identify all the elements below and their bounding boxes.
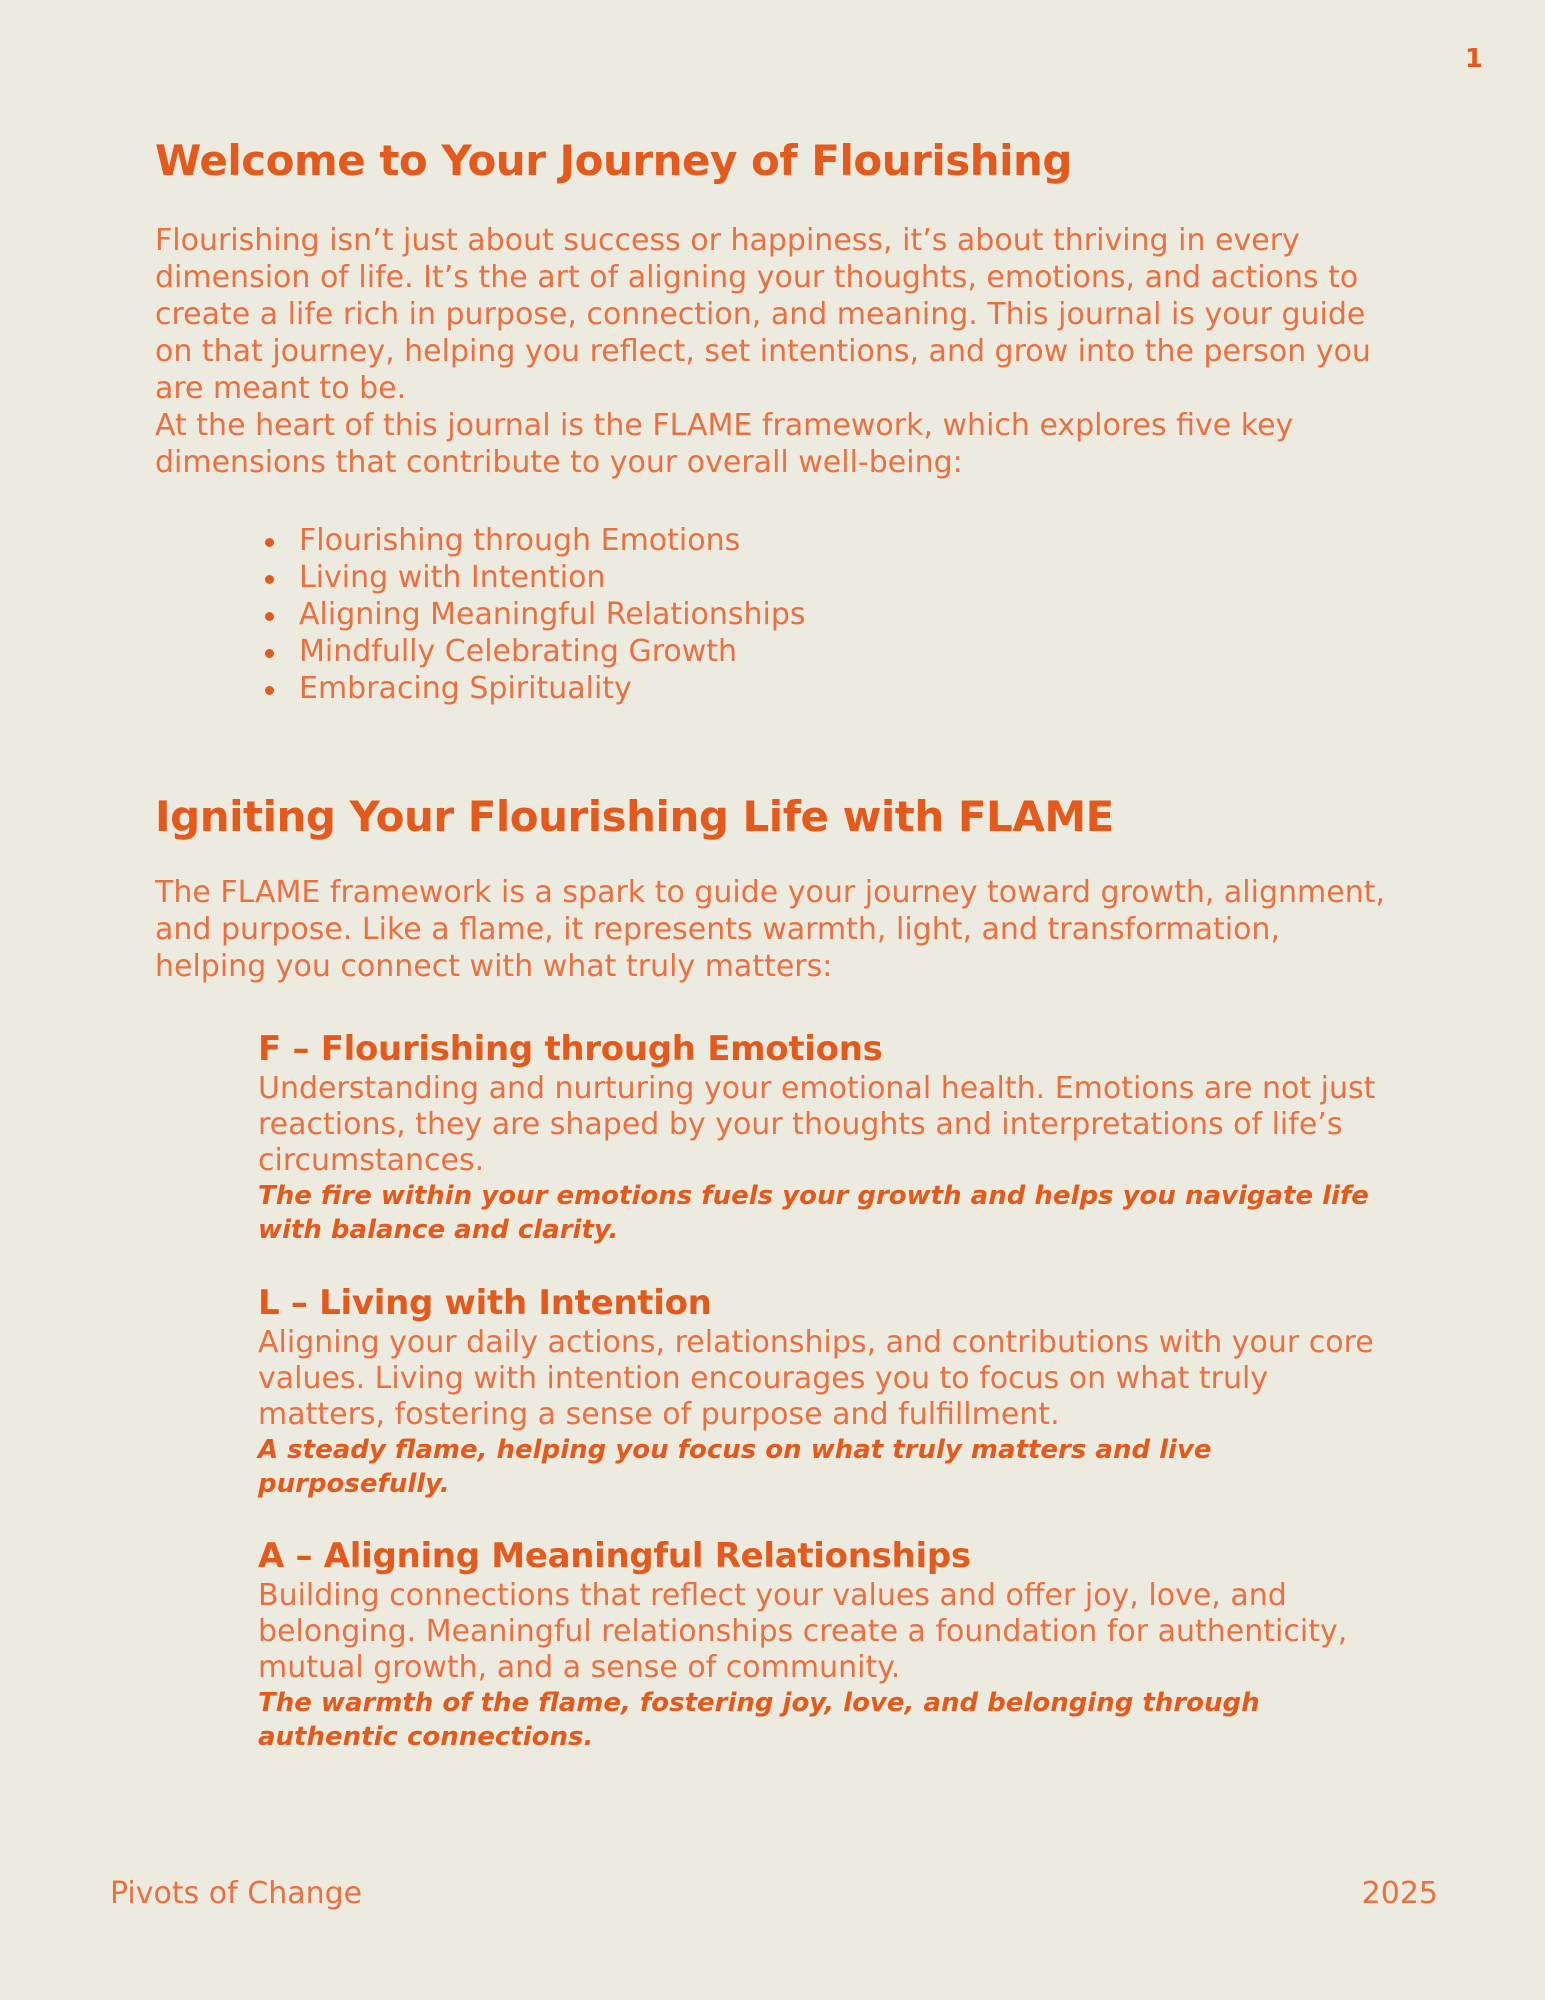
list-item: Living with Intention — [255, 559, 806, 596]
intro-paragraph: Flourishing isn’t just about success or happiness, it’s about thriving in every dimension of life. It’s the art of aligning your thoughts, emotions, and actions to create a life rich in purpose, connection, and meaning. This journal is your guide on that journey, helping you reflect, set intentions, and grow into the person you are meant to be. — [155, 223, 1371, 406]
flame-item-l — [258, 1281, 1388, 1501]
list-item: Embracing Spirituality — [255, 670, 806, 707]
page-number: 1 — [1464, 44, 1483, 74]
list-item: Flourishing through Emotions — [255, 522, 806, 559]
section-title-igniting: Igniting Your Flourishing Life with FLAME — [155, 792, 1114, 841]
footer-year: 2025 — [1361, 1876, 1438, 1911]
flame-item-quote: The warmth of the flame, fostering joy, love, and belonging through authentic connections. — [258, 1688, 1260, 1752]
flame-item-heading: L – Living with Intention — [258, 1283, 712, 1323]
dimensions-list — [255, 522, 806, 707]
flame-item-a — [258, 1534, 1388, 1754]
flame-item-quote: A steady flame, helping you focus on what truly matters and live purposefully. — [258, 1435, 1212, 1499]
flame-item-f — [258, 1027, 1388, 1247]
flame-item-heading: F – Flourishing through Emotions — [258, 1029, 883, 1069]
flame-item-description: Aligning your daily actions, relationships, and contributions with your core values. Living with intention encourages you to focus on what truly matters, fostering a sense of purpose and fulfillment. — [258, 1325, 1374, 1432]
flame-item-heading: A – Aligning Meaningful Relationships — [258, 1536, 971, 1576]
footer-brand: Pivots of Change — [110, 1876, 363, 1911]
flame-item-quote: The fire within your emotions fuels your growth and helps you navigate life with balance and clarity. — [258, 1181, 1369, 1245]
list-item: Mindfully Celebrating Growth — [255, 633, 806, 670]
section-title-welcome: Welcome to Your Journey of Flourishing — [155, 136, 1072, 185]
list-item: Aligning Meaningful Relationships — [255, 596, 806, 633]
flame-item-description: Understanding and nurturing your emotional health. Emotions are not just reactions, they are shaped by your thoughts and interpretations of life’s circumstances. — [258, 1071, 1376, 1178]
framework-paragraph: At the heart of this journal is the FLAME framework, which explores five key dimensions that contribute to your overall well-being: — [155, 408, 1294, 480]
flame-item-description: Building connections that reflect your values and offer joy, love, and belonging. Meaningful relationships create a foundation for authenticity, mutual growth, and a sense of community. — [258, 1578, 1348, 1685]
flame-intro-paragraph: The FLAME framework is a spark to guide your journey toward growth, alignment, and purpose. Like a flame, it represents warmth, light, and transformation, helping you connect with what truly matters: — [155, 875, 1386, 984]
